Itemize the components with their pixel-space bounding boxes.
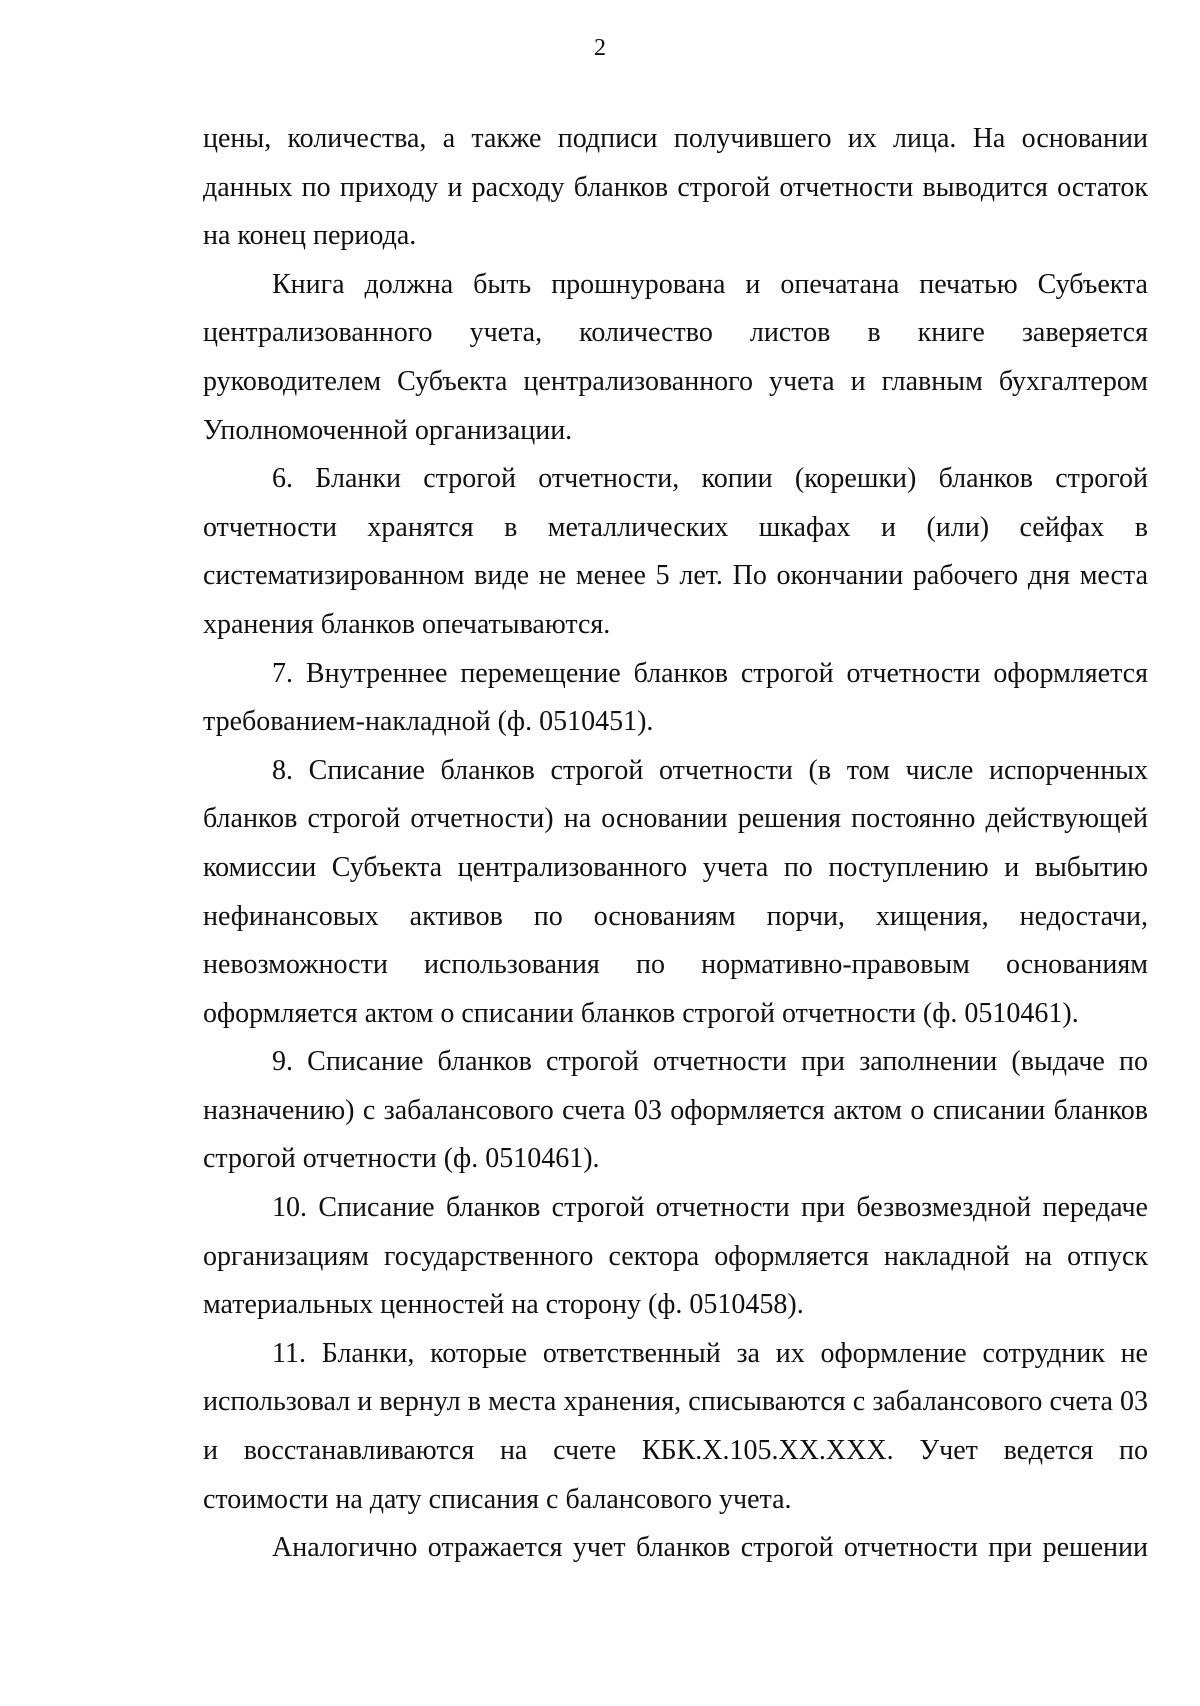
page-number: 2: [594, 35, 606, 61]
paragraph-item-6: 6. Бланки строгой отчетности, копии (корешки) бланков строгой отчетности хранятся в металлических шкафах и (или) сейфах в систематизированном виде не менее 5 лет. По окончании рабочего дня места хранения бланков опечатываются.: [203, 463, 1148, 640]
paragraph-item-7: 7. Внутреннее перемещение бланков строгой отчетности оформляется требованием-накладной (ф. 0510451).: [203, 657, 1148, 738]
paragraph-similarly: Аналогично отражается учет бланков строгой отчетности при решении: [272, 1532, 1148, 1564]
paragraph-item-10: 10. Списание бланков строгой отчетности при безвозмездной передаче организациям государственного сектора оформляется накладной на отпуск материальных ценностей на сторону (ф. 0510458).: [203, 1192, 1148, 1321]
paragraph-item-11: 11. Бланки, которые ответственный за их оформление сотрудник не использовал и вернул в места хранения, списываются с забалансового счета 03 и восстанавливаются на счете КБК.Х.105.ХХ.ХХХ. Учет ведется по стоимости на дату списания с балансового учета.: [203, 1337, 1148, 1515]
paragraph-book-binding: Книга должна быть прошнурована и опечатана печатью Субъекта централизованного учета, количество листов в книге заверяется руководителем Субъекта централизованного учета и главным бухгалтером Уполномоченной организации.: [203, 268, 1148, 446]
paragraph-item-9: 9. Списание бланков строгой отчетности при заполнении (выдаче по назначению) с забалансового счета 03 оформляется актом о списании бланков строгой отчетности (ф. 0510461).: [203, 1046, 1148, 1175]
paragraph-continuation: цены, количества, а также подписи получившего их лица. На основании данных по приходу и расходу бланков строгой отчетности выводится остаток на конец периода.: [203, 123, 1148, 252]
paragraph-item-8: 8. Списание бланков строгой отчетности (в том числе испорченных бланков строгой отчетности) на основании решения постоянно действующей комиссии Субъекта централизованного учета по поступлению и выбытию нефинансовых активов по основаниям порчи, хищения, недостачи, невозможности использования по нормативно-правовым основаниям оформляется актом о списании бланков строгой отчетности (ф. 0510461).: [203, 754, 1148, 1029]
document-body: [203, 115, 1148, 1573]
